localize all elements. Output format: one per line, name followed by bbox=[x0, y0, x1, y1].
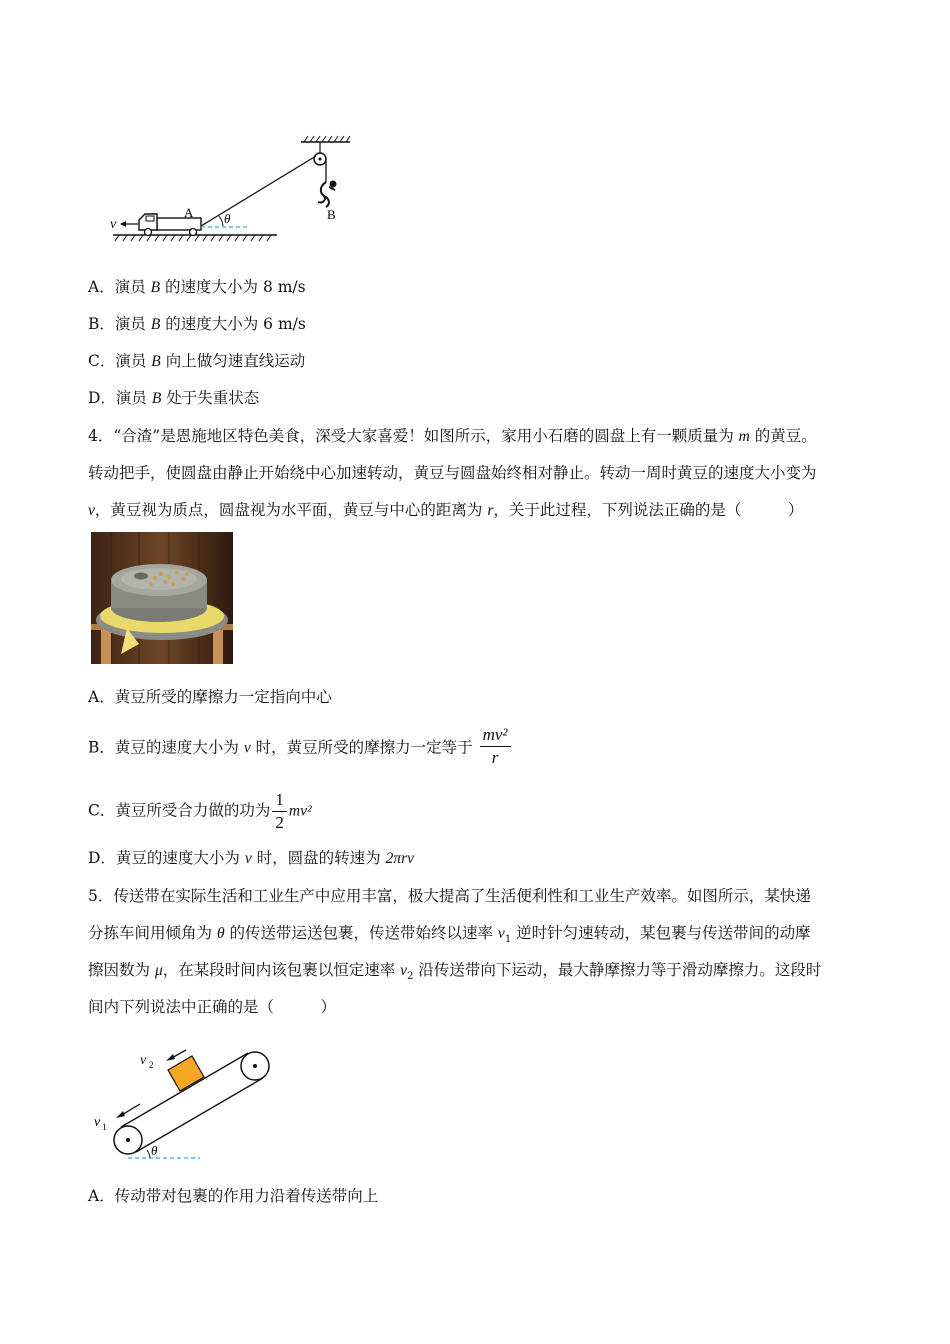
svg-text:1: 1 bbox=[102, 1122, 107, 1132]
option-b: B．演员 B 的速度大小为 6 m/s bbox=[88, 315, 306, 333]
label-theta: θ bbox=[151, 1143, 158, 1158]
performer-icon bbox=[318, 181, 337, 208]
q5-option-a: A．传动带对包裹的作用力沿着传送带向上 bbox=[88, 1187, 379, 1205]
label-a: A bbox=[184, 205, 194, 220]
label-b: B bbox=[327, 207, 336, 222]
label-theta: θ bbox=[224, 211, 231, 226]
q4-option-b: B．黄豆的速度大小为 v 时，黄豆所受的摩擦力一定等于 $\frac{\text{mv²}}{r}$ bbox=[88, 727, 513, 770]
label-v: v bbox=[110, 217, 117, 232]
package-icon bbox=[168, 1056, 204, 1091]
conveyor-belt-figure bbox=[88, 1040, 288, 1165]
q4-stem-line1: 4．“合渣”是恩施地区特色美食，深受大家喜爱！如图所示，家用小石磨的圆盘上有一颗质量为 m 的黄豆。 bbox=[88, 427, 817, 445]
option-d: D．演员 B 处于失重状态 bbox=[88, 389, 260, 407]
option-c: C．演员 B 向上做匀速直线运动 bbox=[88, 352, 306, 370]
svg-text:2: 2 bbox=[149, 1060, 154, 1070]
truck-pulley-figure bbox=[105, 132, 365, 252]
label-v2: v bbox=[140, 1053, 147, 1068]
option-a: A．演员 B 的速度大小为 8 m/s bbox=[88, 278, 306, 296]
q5-stem-line1: 5．传送带在实际生活和工业生产中应用丰富，极大提高了生活便利性和工业生产效率。如图所示，某快递 bbox=[88, 887, 811, 905]
q5-stem-line3: 擦因数为 μ，在某段时间内该包裹以恒定速率 $v_2$ 沿传送带向下运动，最大静摩擦力等于滑动摩擦力。这段时 bbox=[88, 961, 822, 983]
q5-stem-line2: 分拣车间用倾角为 θ 的传送带运送包裹，传送带始终以速率 $v_1$ 逆时针匀速转动，某包裹与传送带间的动摩 bbox=[88, 924, 811, 946]
label-v1: v bbox=[94, 1115, 101, 1130]
stone-mill-photo bbox=[91, 532, 233, 664]
q4-option-a: A．黄豆所受的摩擦力一定指向中心 bbox=[88, 688, 332, 706]
q4-option-c: C．黄豆所受合力做的功为 $\frac{1}{2}$ mv² bbox=[88, 790, 312, 832]
q5-stem-line4: 间内下列说法中正确的是（ ） bbox=[88, 998, 337, 1016]
q4-option-d: D．黄豆的速度大小为 v 时，圆盘的转速为 2πrv bbox=[88, 849, 415, 867]
q4-stem-line2: 转动把手，使圆盘由静止开始绕中心加速转动，黄豆与圆盘始终相对静止。转动一周时黄豆的速度大小变为 bbox=[88, 464, 817, 482]
q4-stem-line3: v，黄豆视为质点，圆盘视为水平面，黄豆与中心的距离为 r，关于此过程，下列说法正确的是（ ） bbox=[88, 501, 804, 519]
